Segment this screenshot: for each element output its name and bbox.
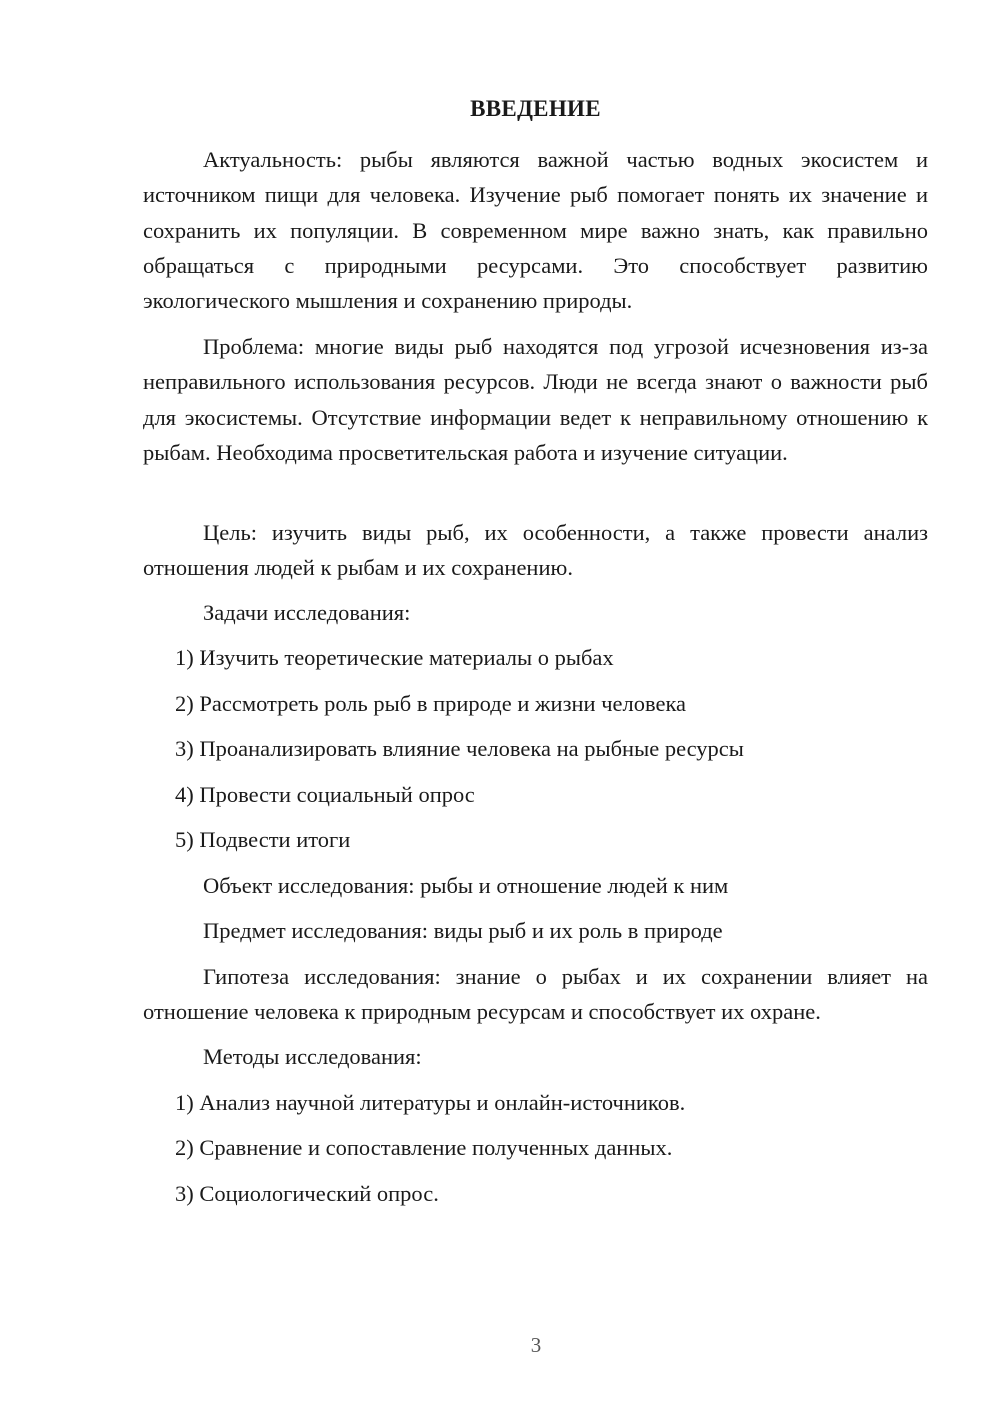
tasks-heading: Задачи исследования: <box>203 600 411 625</box>
relevance-paragraph: Актуальность: рыбы являются важной частью водных экосистем и источником пищи для человека. Изучение рыб помогает понять их значение и сохранить их популяции. В современном мире важно знать, как правильно обращаться с природными ресурсами. Это способствует развитию экологического мышления и сохранению природы. <box>143 147 928 314</box>
methods-heading: Методы исследования: <box>203 1044 422 1069</box>
problem-paragraph: Проблема: многие виды рыб находятся под угрозой исчезновения из-за неправильного использования ресурсов. Люди не всегда знают о важности рыб для экосистемы. Отсутствие информации ведет к неправильному отношению к рыбам. Необходима просветительская работа и изучение ситуации. <box>143 334 928 465</box>
list-item-task-5: 5) Подвести итоги <box>175 827 351 852</box>
research-subject: Предмет исследования: виды рыб и их роль в природе <box>203 918 723 943</box>
list-item-task-3: 3) Проанализировать влияние человека на рыбные ресурсы <box>175 736 744 761</box>
list-item-task-4: 4) Провести социальный опрос <box>175 782 475 807</box>
list-item-task-1: 1) Изучить теоретические материалы о рыбах <box>175 645 614 670</box>
goal-paragraph: Цель: изучить виды рыб, их особенности, а также провести анализ отношения людей к рыбам и их сохранению. <box>143 520 928 581</box>
list-item-method-3: 3) Социологический опрос. <box>175 1181 439 1206</box>
research-object: Объект исследования: рыбы и отношение людей к ним <box>203 873 729 898</box>
page-title: ВВЕДЕНИЕ <box>470 96 601 121</box>
list-item-task-2: 2) Рассмотреть роль рыб в природе и жизни человека <box>175 691 687 716</box>
hypothesis-paragraph: Гипотеза исследования: знание о рыбах и их сохранении влияет на отношение человека к природным ресурсам и способствует их охране. <box>143 964 928 1025</box>
page-number: 3 <box>530 1333 542 1357</box>
list-item-method-1: 1) Анализ научной литературы и онлайн-источников. <box>175 1090 686 1115</box>
list-item-method-2: 2) Сравнение и сопоставление полученных данных. <box>175 1135 673 1160</box>
